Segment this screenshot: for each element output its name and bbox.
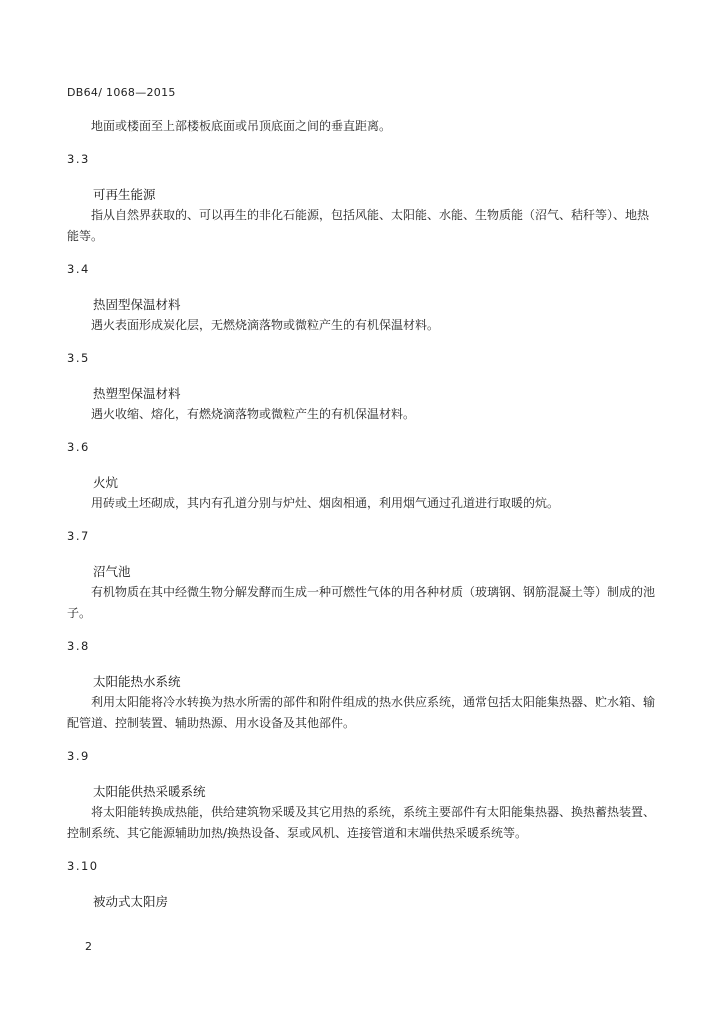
term-heading: 沼气池 (93, 564, 131, 579)
section-3-8 (67, 636, 657, 734)
section-3-6 (67, 437, 657, 514)
term-heading: 热固型保温材料 (93, 297, 181, 312)
section-number: 3.7 (67, 529, 90, 543)
intro-paragraph: 地面或楼面至上部楼板底面或吊顶底面之间的垂直距离。 (91, 119, 392, 133)
section-3-7 (67, 526, 657, 624)
section-3-10 (67, 856, 657, 912)
page-number: 2 (85, 940, 92, 953)
term-definition: 利用太阳能将冷水转换为热水所需的部件和附件组成的热水供应系统，通常包括太阳能集热器、贮水箱、输配管道、控制装置、辅助热源、用水设备及其他部件。 (67, 695, 656, 730)
term-definition: 有机物质在其中经微生物分解发酵而生成一种可燃性气体的用各种材质（玻璃钢、钢筋混凝土等）制成的池子。 (67, 585, 656, 620)
section-number: 3.8 (67, 639, 90, 653)
term-definition: 用砖或土坯砌成，其内有孔道分别与炉灶、烟囱相通，利用烟气通过孔道进行取暖的炕。 (91, 496, 560, 510)
term-heading: 太阳能热水系统 (93, 674, 181, 689)
term-heading: 被动式太阳房 (93, 894, 169, 909)
section-3-5 (67, 348, 657, 425)
term-heading: 热塑型保温材料 (93, 386, 181, 401)
section-number: 3.3 (67, 152, 90, 166)
section-3-4 (67, 259, 657, 336)
section-3-3 (67, 149, 657, 247)
term-heading: 可再生能源 (93, 187, 156, 202)
section-number: 3.10 (67, 859, 99, 873)
section-number: 3.6 (67, 440, 90, 454)
standard-code-header: DB64/ 1068—2015 (67, 86, 176, 99)
term-definition: 将太阳能转换成热能，供给建筑物采暖及其它用热的系统，系统主要部件有太阳能集热器、换热蓄热装置、控制系统、其它能源辅助加热/换热设备、泵或风机、连接管道和末端供热采暖系统等。 (67, 805, 656, 840)
term-heading: 火炕 (93, 475, 119, 490)
term-heading: 太阳能供热采暖系统 (93, 784, 206, 799)
section-3-9 (67, 746, 657, 844)
page-content (67, 116, 657, 912)
term-definition: 遇火收缩、熔化，有燃烧滴落物或微粒产生的有机保温材料。 (91, 407, 416, 421)
section-number: 3.5 (67, 351, 90, 365)
section-number: 3.9 (67, 749, 90, 763)
section-number: 3.4 (67, 262, 90, 276)
term-definition: 遇火表面形成炭化层，无燃烧滴落物或微粒产生的有机保温材料。 (91, 318, 440, 332)
term-definition: 指从自然界获取的、可以再生的非化石能源，包括风能、太阳能、水能、生物质能（沼气、秸秆等）、地热能等。 (67, 208, 650, 243)
